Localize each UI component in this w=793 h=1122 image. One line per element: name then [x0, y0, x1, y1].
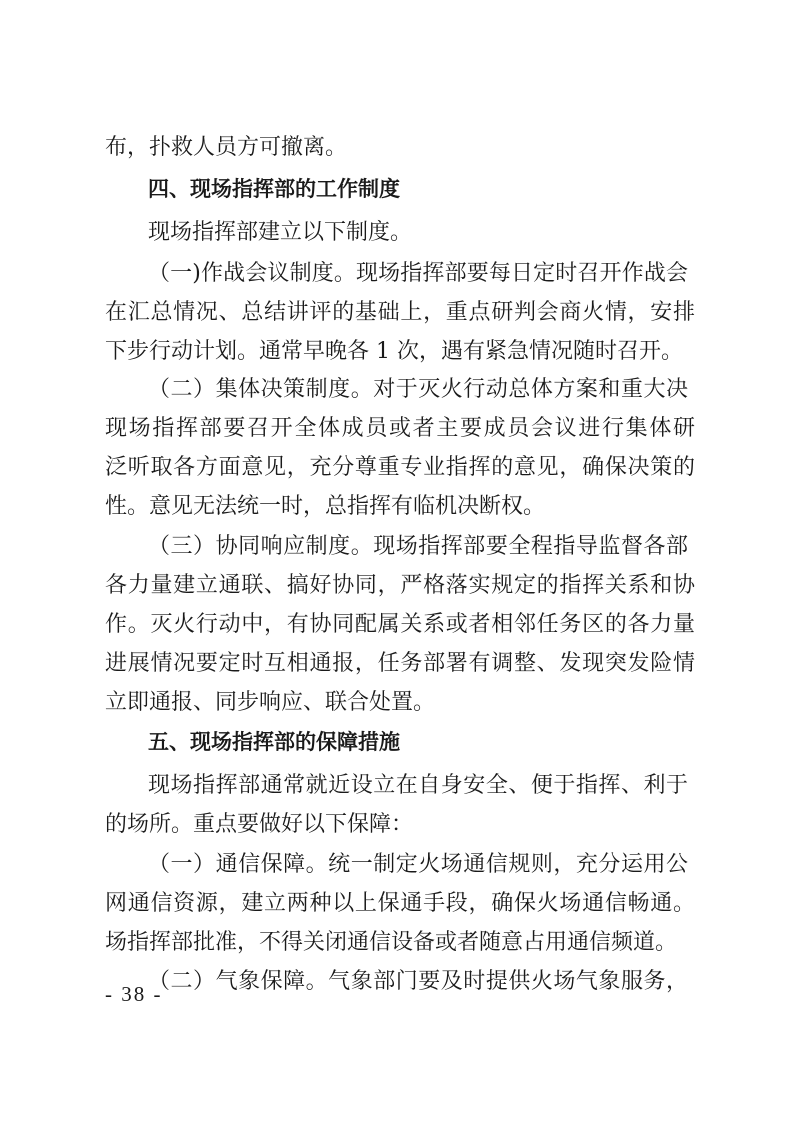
paragraph-combat-meeting-line-2: 在汇总情况、总结讲评的基础上，重点研判会商火情，安排 — [105, 300, 695, 325]
paragraph-communication-line-2: 网通信资源，建立两种以上保通手段，确保火场通信畅通。 — [105, 891, 695, 916]
paragraph-collective-decision-line-1: （二）集体决策制度。对于灭火行动总体方案和重大决 — [148, 377, 688, 402]
paragraph-coordination-line-1: （三）协同响应制度。现场指挥部要全程指导监督各部 — [148, 534, 688, 559]
paragraph-support-intro-line-2: 的场所。重点要做好以下保障： — [105, 812, 414, 837]
section-heading-5: 五、现场指挥部的保障措施 — [148, 730, 400, 754]
section-heading-4: 四、现场指挥部的工作制度 — [148, 177, 400, 201]
paragraph-weather-line-1: （二）气象保障。气象部门要及时提供火场气象服务， — [148, 969, 688, 994]
paragraph-communication-line-1: （一）通信保障。统一制定火场通信规则，充分运用公 — [148, 852, 688, 877]
paragraph-coordination-line-5: 立即通报、同步响应、联合处置。 — [105, 690, 436, 715]
paragraph-coordination-line-2: 各力量建立通联、搞好协同，严格落实规定的指挥关系和协 — [105, 573, 695, 598]
paragraph-coordination-line-3: 作。灭火行动中，有协同配属关系或者相邻任务区的各力量 — [105, 612, 695, 637]
paragraph-communication-line-3: 场指挥部批准，不得关闭通信设备或者随意占用通信频道。 — [105, 930, 678, 955]
text-line-3: 现场指挥部建立以下制度。 — [148, 220, 413, 245]
paragraph-collective-decision-line-4: 性。意见无法统一时，总指挥有临机决断权。 — [105, 494, 546, 519]
page-number: - 38 - — [105, 982, 163, 1006]
paragraph-support-intro-line-1: 现场指挥部通常就近设立在自身安全、便于指挥、利于 — [148, 773, 688, 798]
paragraph-combat-meeting-line-3: 下步行动计划。通常早晚各 1 次，遇有紧急情况随时召开。 — [105, 339, 683, 364]
paragraph-collective-decision-line-2: 现场指挥部要召开全体成员或者主要成员会议进行集体研 — [105, 416, 695, 441]
paragraph-coordination-line-4: 进展情况要定时互相通报，任务部署有调整、发现突发险情 — [105, 651, 695, 676]
text-line-1: 布，扑救人员方可撤离。 — [105, 135, 348, 160]
paragraph-collective-decision-line-3: 泛听取各方面意见，充分尊重专业指挥的意见，确保决策的 — [105, 455, 695, 480]
paragraph-combat-meeting-line-1: （一)作战会议制度。现场指挥部要每日定时召开作战会 — [148, 261, 688, 286]
